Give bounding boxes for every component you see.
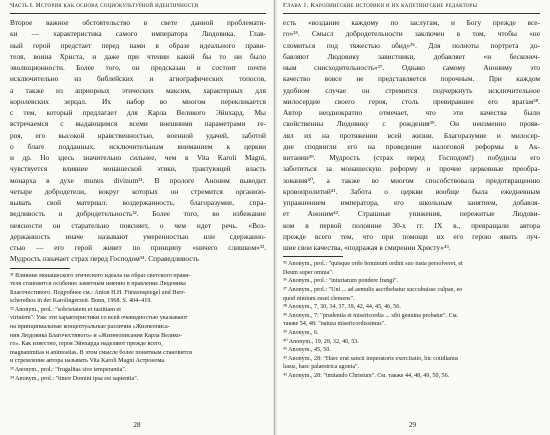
body-line: а также из априорных этических максим, характерных для xyxy=(10,85,266,95)
footnote-line: ⁴³ Anonym., 28: "imitando Christum". См. также 44, 48, 49, 50, 56. xyxy=(283,372,450,379)
footnote-line: ния Людовика Благочестивого» и «Жизнеописания Карла Велико- xyxy=(10,332,182,339)
footnotes-right xyxy=(283,260,540,380)
body-line: кровопролитий⁴¹. Забота о церкви вообще была ежедневным xyxy=(283,186,540,196)
footnote-line: ³¹ Влияние монашеского этического идеала на образ светского прави- xyxy=(10,272,191,279)
body-text-right xyxy=(283,17,540,253)
body-line: милосердие своего героя, столь превиравшее его врагам³⁸. xyxy=(283,96,540,106)
footnote-line: Благочестивого. Подробнее см.: Anton H.H. Fürstenspiegel und Herr- xyxy=(10,289,186,296)
body-line: го»³⁵. Смысл добродетельности заключен в том, чтобы «не xyxy=(283,29,540,39)
footnote-line: и стремление автора называть Vita Karoli Magni Астронома. xyxy=(10,358,166,365)
body-line: заботиться за монашескую реформу и прочие церковные преобра- xyxy=(283,164,540,174)
body-line: Мудрость означает страх перед Господом³⁴. Справедливость xyxy=(10,254,200,264)
body-line: лял их на протяжении всей жизни. Благоразумие и милосер- xyxy=(283,130,540,140)
body-line: стью — его герой живет по принципу «ничего слишком»³³. xyxy=(10,243,266,252)
footnote-line: на принципиальные концептуальные различия «Жизнеописа- xyxy=(10,324,170,331)
body-line: четыре добродетели, вокруг которых он стремится организо- xyxy=(10,186,266,196)
footnote-line: ³⁶ Anonym., prol.: "iniuriarum pondere frangi". xyxy=(283,278,399,285)
footnotes-left xyxy=(10,272,266,384)
running-head-right: Глава 1. Каролингские историки и их капетингские редакторы xyxy=(283,2,540,14)
body-line: зования⁴⁰, а также во многом способствовала предотвращению xyxy=(283,175,540,185)
body-line: сломиться под тяжестью обид»³⁶. Для полноты портрета до- xyxy=(283,40,540,50)
footnote-line: lusus, haec palaestrica agonia". xyxy=(283,364,360,371)
footnote-rule-right xyxy=(283,256,343,257)
body-line: ет Аноним⁴². Страшные унижения, пережитые Людови- xyxy=(283,209,540,219)
footnote-line: ³² Anonym., prol.: "sobrietatem et iustitiam et xyxy=(10,306,121,313)
body-line: ведливость и добродетельность³². Более того, во избежание xyxy=(10,209,266,219)
footnote-line: ³⁹ Anonym., 7: "prudentia et misericordia ... sibi genuina probatur". См. xyxy=(283,312,459,319)
body-line: витании³⁹. Мудрость (страх перед Господом!) побудила его xyxy=(283,153,540,162)
body-line: о благе подданных, исключительным вниманием к церкви xyxy=(10,141,266,151)
body-line: эволюционности. Более того, он предсказан и состоит почти xyxy=(10,63,266,72)
footnote-line: virtutem". Уже эти характеристики со всей очевидностью указывают xyxy=(10,315,188,322)
footnote-line: ³⁷ Anonym., prol.: "Uni ... ad aemulis ascribebatur succubuisse culpae, eo xyxy=(283,287,463,294)
footnote-line: ⁴¹ Anonym., 45, 50. xyxy=(283,347,331,354)
body-line: ный герой предстает перед нами в образе идеального прави- xyxy=(10,40,266,50)
footnote-line: magnanimitas и animositas. В этом смысле более понятным становится xyxy=(10,349,192,356)
footnote-line: ⁴² Anonym., 28: "Haec erat sancti imperatoris exercitatio, hic cotidianus xyxy=(283,355,459,362)
body-line: удобном случае он стремится подчеркнуть исключительное xyxy=(283,85,540,95)
footnote-line: ³⁵ Anonym., prol.: "quisque ordo hominum ordini suo iusta persolveret, et xyxy=(283,261,463,268)
footnote-line: ³⁴ Anonym., prol.: "timor Domini ipsa est sapientia". xyxy=(10,375,139,382)
footnote-line: ³⁸ Anonym., 7, 30, 34, 37, 39, 42, 44, 45, 46, 56. xyxy=(283,304,401,311)
footnote-line: Deum super omnia". xyxy=(283,269,334,276)
body-line: Автор неоднократно отмечает, что эти качества были xyxy=(283,108,540,117)
body-line: чувствуется влияние монашеской этики, трактующей власть xyxy=(10,164,266,174)
body-line: свойственны Людовику с рождения³⁹. Он неизменно прояв- xyxy=(283,119,540,129)
footnote-line: теля становится особенно заметным именно в правление Людовика xyxy=(10,281,186,288)
footnote-line: scherethos in der Karolingerzeit. Bonn, 1968. S. 404–419. xyxy=(10,298,152,305)
body-line: вывать свой материал: воздержанность, благоразумие, спра- xyxy=(10,198,266,207)
right-page xyxy=(275,0,550,435)
body-line: с тем, который предлагает для Карла Великого Эйнхард. Мы xyxy=(10,108,266,117)
running-head-left: Часть I. История как основа социокультурной идентичности xyxy=(10,2,266,14)
footnote-line: ³³ Anonym., prol.: "frugalitas sive temperantia". xyxy=(10,367,127,374)
page-number-right: 29 xyxy=(408,421,417,429)
body-line: ком в первой половине 30-х гг. IX в., превращали автора xyxy=(283,220,540,230)
footnote-line: quod nimium esset clemens". xyxy=(283,295,355,302)
body-line: монарха в духе munus divinum³¹. В прологе Аноним выводит xyxy=(10,175,266,185)
body-line: встречаемся с выдающимся всеми внешними параметрами ге- xyxy=(10,119,266,129)
body-line: дие сподвигли его на проведение налоговой реформы в Ак- xyxy=(283,141,540,151)
page-number-left: 28 xyxy=(133,421,141,429)
body-line: ным снисходительность»³⁷. Однако самому Анониму это xyxy=(283,63,540,72)
body-text-left xyxy=(10,17,266,265)
footnote-line: ⁴⁰ Anonym., 19, 28, 32, 40, 53. xyxy=(283,338,359,345)
footnote-line: го». Как известно, героя Эйнхарда наделяют прежде всего, xyxy=(10,341,163,348)
body-line: качество вовсе не представляется порочным. При каждом xyxy=(283,74,540,84)
body-line: исключительно из библейских и агиографических топосов, xyxy=(10,74,266,84)
body-line: ки — характеристика самого императора Людовика. Глав- xyxy=(10,29,266,39)
body-line: упражнением императора, его школьным занятием, добавля- xyxy=(283,198,540,207)
body-line: есть «воздание каждому по заслугам, и Богу прежде все- xyxy=(283,18,540,27)
body-line: неясности он старательно поясняет, о чем идет речь. «Воз- xyxy=(10,220,266,230)
body-line: роя, его высокой нравственностью, военной удачей, заботой xyxy=(10,130,266,140)
footnote-rule-left xyxy=(10,268,70,269)
footnote-line: ³⁹ Anonym., 6. xyxy=(283,330,319,336)
body-line: теля, воина Христа, и даже при чтении какой бы то ни было xyxy=(10,51,266,61)
body-line: шие свои качества, «подражая в смирении Христу»⁴³. xyxy=(283,243,451,252)
body-line: и др. Но здесь значительно сильнее, чем в Vita Karoli Magni, xyxy=(10,153,266,162)
body-line: прежде всего тем, что при помощи их его герою явить луч- xyxy=(283,231,540,241)
footnote-line: также 54, 48: "natura misericordissimus". xyxy=(283,321,386,328)
body-line: Второе важное обстоятельство в свете данной проблемати- xyxy=(10,18,266,27)
body-line: держанность иначе называют умеренностью или сдержанно- xyxy=(10,231,266,241)
body-line: королевских зерцал. Их набор во многом перекликается xyxy=(10,96,266,106)
body-line: бавляют Людовику завистники, добавляет «и бесконеч- xyxy=(283,51,540,61)
